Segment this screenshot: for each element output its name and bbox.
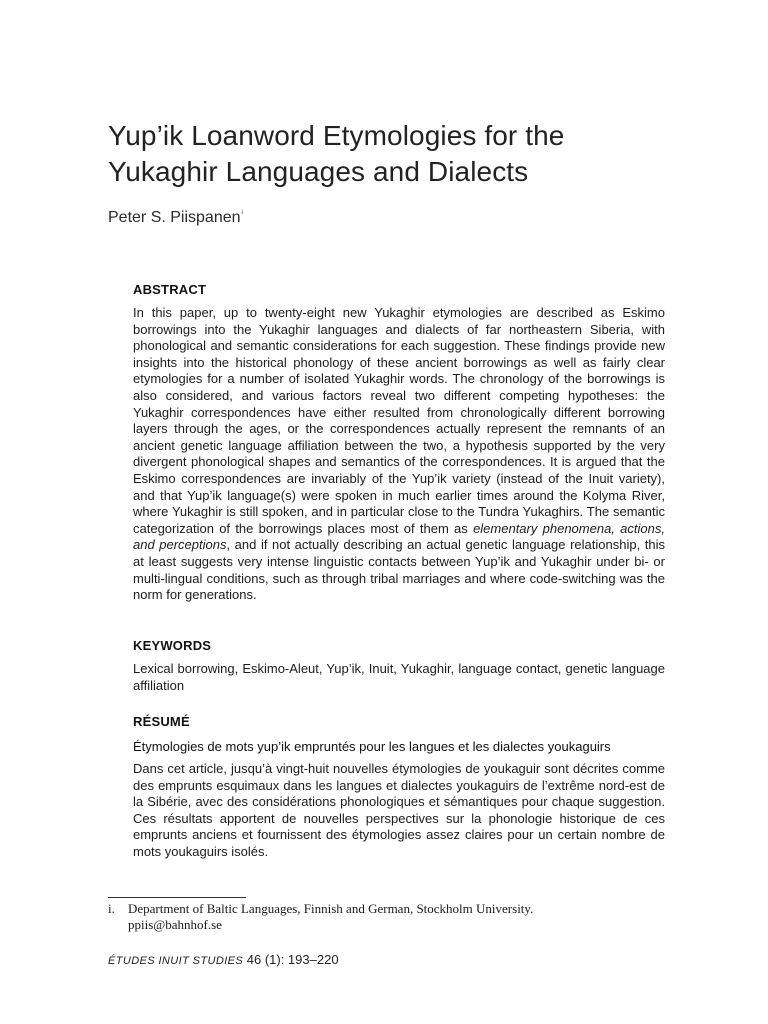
resume-heading: RÉSUMÉ (133, 714, 190, 729)
footnote-email: ppiis@bahnhof.se (128, 917, 222, 932)
footnote (108, 901, 668, 933)
resume-subtitle: Étymologies de mots yup’ik empruntés pour les langues et les dialectes youkaguirs (133, 739, 611, 754)
title-line-2: Yukaghir Languages and Dialects (108, 156, 529, 187)
abstract-section (133, 282, 665, 604)
keywords-heading: KEYWORDS (133, 638, 212, 653)
abstract-text-part2: , and if not actually describing an actual genetic language relationship, this at least suggests very intense linguistic contacts between Yup’ik and Yukaghir under bi- or multi-lingual conditions, such as through tribal marriages and where code-switching was the norm for generations. (133, 537, 665, 603)
title-line-1: Yup’ik Loanword Etymologies for the (108, 120, 565, 151)
abstract-text (133, 305, 665, 604)
footnote-divider (108, 897, 246, 898)
resume-section (133, 714, 665, 861)
footnote-affiliation: Department of Baltic Languages, Finnish and German, Stockholm University. (128, 901, 534, 916)
author-name: Peter S. Piispanen (108, 209, 241, 226)
keywords-section (133, 638, 665, 694)
paper-title (108, 118, 708, 190)
author-line (108, 203, 243, 228)
abstract-text-italic: elementary phenomena, actions, and perceptions (133, 520, 665, 553)
journal-name: ÉTUDES INUIT STUDIES (108, 955, 244, 967)
footnote-marker: i. (108, 901, 115, 916)
journal-volume-pages: 46 (1): 193–220 (246, 952, 339, 967)
abstract-text-part1: In this paper, up to twenty-eight new Yukaghir etymologies are described as Eskimo borrowings into the Yukaghir languages and dialects of far northeastern Siberia, with phonological and semantic considerations for each suggestion. These findings provide new insights into the historical phonology of these ancient borrowings as well as fairly clear etymologies for a number of isolated Yukaghir words. The chronology of the borrowings is also considered, and various factors reveal two different competing hypotheses: the Yukaghir correspondences have either resulted from chronologically different borrowing layers through the ages, or the correspondences actually represent the remnants of an ancient genetic language affiliation between the two, a hypothesis supported by the very divergent phonological shapes and semantics of the correspondences. It is argued that the Eskimo correspondences are invariably of the Yup’ik variety (instead of the Inuit variety), and that Yup’ik language(s) were spoken in much earlier times around the Kolyma River, where Yukaghir is still spoken, and in particular close to the Tundra Yukaghirs. The semantic categorization of the borrowings places most of them as (133, 305, 665, 536)
author-footnote-mark: i (241, 210, 243, 216)
journal-citation (108, 952, 339, 969)
keywords-text: Lexical borrowing, Eskimo-Aleut, Yup’ik, Inuit, Yukaghir, language contact, genetic language affiliation (133, 661, 665, 693)
abstract-heading: ABSTRACT (133, 282, 207, 297)
resume-text: Dans cet article, jusqu’à vingt-huit nouvelles étymologies de youkaguir sont décrites comme des emprunts esquimaux dans les langues et dialectes youkaguirs de l’extrême nord-est de la Sibérie, avec des considérations phonologiques et sémantiques pour chaque suggestion. Ces résultats apportent de nouvelles perspectives sur la phonologie historique de ces emprunts anciens et fournissent des étymologies assez claires pour un certain nombre de mots youkaguirs isolés. (133, 761, 665, 859)
